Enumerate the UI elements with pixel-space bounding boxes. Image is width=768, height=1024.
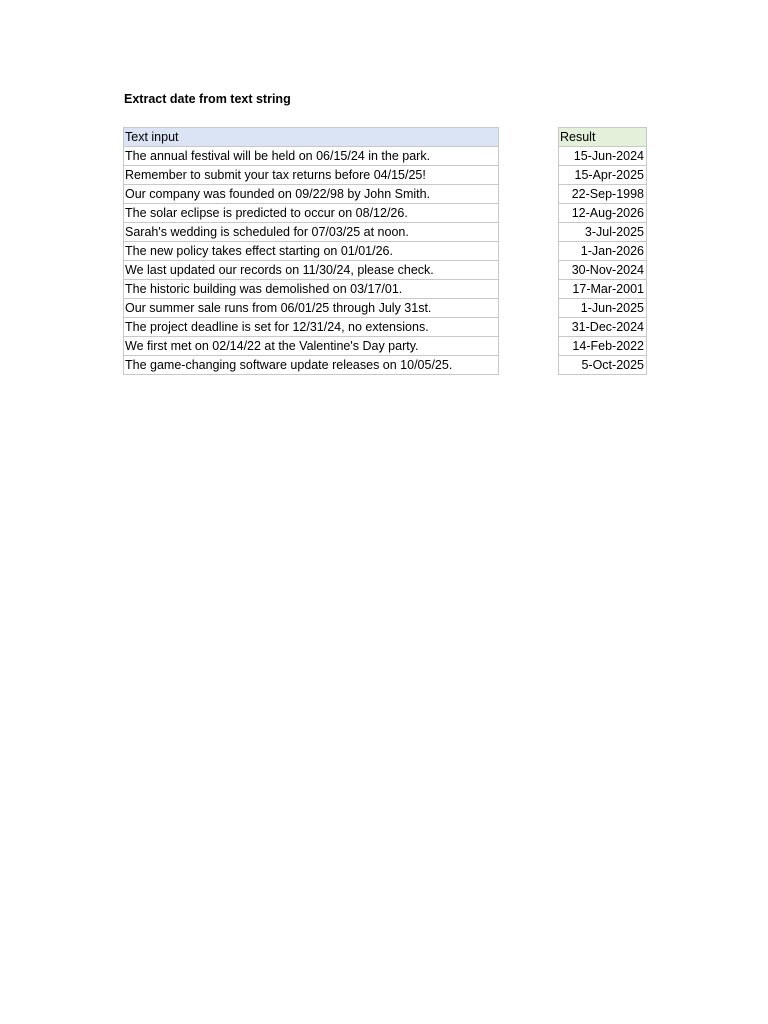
table-row xyxy=(124,337,499,356)
table-row xyxy=(124,147,499,166)
table-row xyxy=(124,223,499,242)
table-row xyxy=(559,280,647,299)
result-cell[interactable]: 31-Dec-2024 xyxy=(559,318,647,337)
table-row xyxy=(559,223,647,242)
table-row xyxy=(124,299,499,318)
result-cell[interactable]: 17-Mar-2001 xyxy=(559,280,647,299)
result-cell[interactable]: 3-Jul-2025 xyxy=(559,223,647,242)
table-row xyxy=(124,242,499,261)
table-row xyxy=(559,318,647,337)
table-row xyxy=(124,261,499,280)
result-cell[interactable]: 1-Jun-2025 xyxy=(559,299,647,318)
text-input-cell[interactable]: We last updated our records on 11/30/24, please check. xyxy=(124,261,499,280)
result-cell[interactable]: 5-Oct-2025 xyxy=(559,356,647,375)
text-input-cell[interactable]: Sarah's wedding is scheduled for 07/03/25 at noon. xyxy=(124,223,499,242)
text-input-cell[interactable]: The project deadline is set for 12/31/24, no extensions. xyxy=(124,318,499,337)
table-row xyxy=(559,261,647,280)
table-row xyxy=(124,166,499,185)
table-row xyxy=(559,242,647,261)
text-input-cell[interactable]: We first met on 02/14/22 at the Valentine's Day party. xyxy=(124,337,499,356)
table-header-row xyxy=(559,128,647,147)
result-cell[interactable]: 15-Apr-2025 xyxy=(559,166,647,185)
table-row xyxy=(124,280,499,299)
result-cell[interactable]: 22-Sep-1998 xyxy=(559,185,647,204)
table-row xyxy=(559,204,647,223)
table-row xyxy=(559,337,647,356)
result-table xyxy=(558,127,647,375)
text-input-cell[interactable]: Remember to submit your tax returns before 04/15/25! xyxy=(124,166,499,185)
table-row xyxy=(124,185,499,204)
result-cell[interactable]: 30-Nov-2024 xyxy=(559,261,647,280)
table-row xyxy=(559,166,647,185)
result-cell[interactable]: 15-Jun-2024 xyxy=(559,147,647,166)
text-input-cell[interactable]: Our company was founded on 09/22/98 by John Smith. xyxy=(124,185,499,204)
table-row xyxy=(559,147,647,166)
result-cell[interactable]: 1-Jan-2026 xyxy=(559,242,647,261)
text-input-cell[interactable]: The new policy takes effect starting on 01/01/26. xyxy=(124,242,499,261)
table-row xyxy=(559,356,647,375)
table-row xyxy=(559,299,647,318)
table-row xyxy=(124,204,499,223)
text-input-cell[interactable]: The historic building was demolished on 03/17/01. xyxy=(124,280,499,299)
text-input-cell[interactable]: Our summer sale runs from 06/01/25 through July 31st. xyxy=(124,299,499,318)
text-input-table xyxy=(123,127,499,375)
text-input-header-cell[interactable]: Text input xyxy=(124,128,499,147)
text-input-cell[interactable]: The solar eclipse is predicted to occur on 08/12/26. xyxy=(124,204,499,223)
text-input-body xyxy=(124,147,499,375)
result-cell[interactable]: 12-Aug-2026 xyxy=(559,204,647,223)
text-input-cell[interactable]: The game-changing software update releases on 10/05/25. xyxy=(124,356,499,375)
sheet-title: Extract date from text string xyxy=(124,92,291,106)
table-row xyxy=(559,185,647,204)
result-header-cell[interactable]: Result xyxy=(559,128,647,147)
table-row xyxy=(124,318,499,337)
table-header-row xyxy=(124,128,499,147)
result-body xyxy=(559,147,647,375)
table-row xyxy=(124,356,499,375)
result-cell[interactable]: 14-Feb-2022 xyxy=(559,337,647,356)
text-input-cell[interactable]: The annual festival will be held on 06/15/24 in the park. xyxy=(124,147,499,166)
